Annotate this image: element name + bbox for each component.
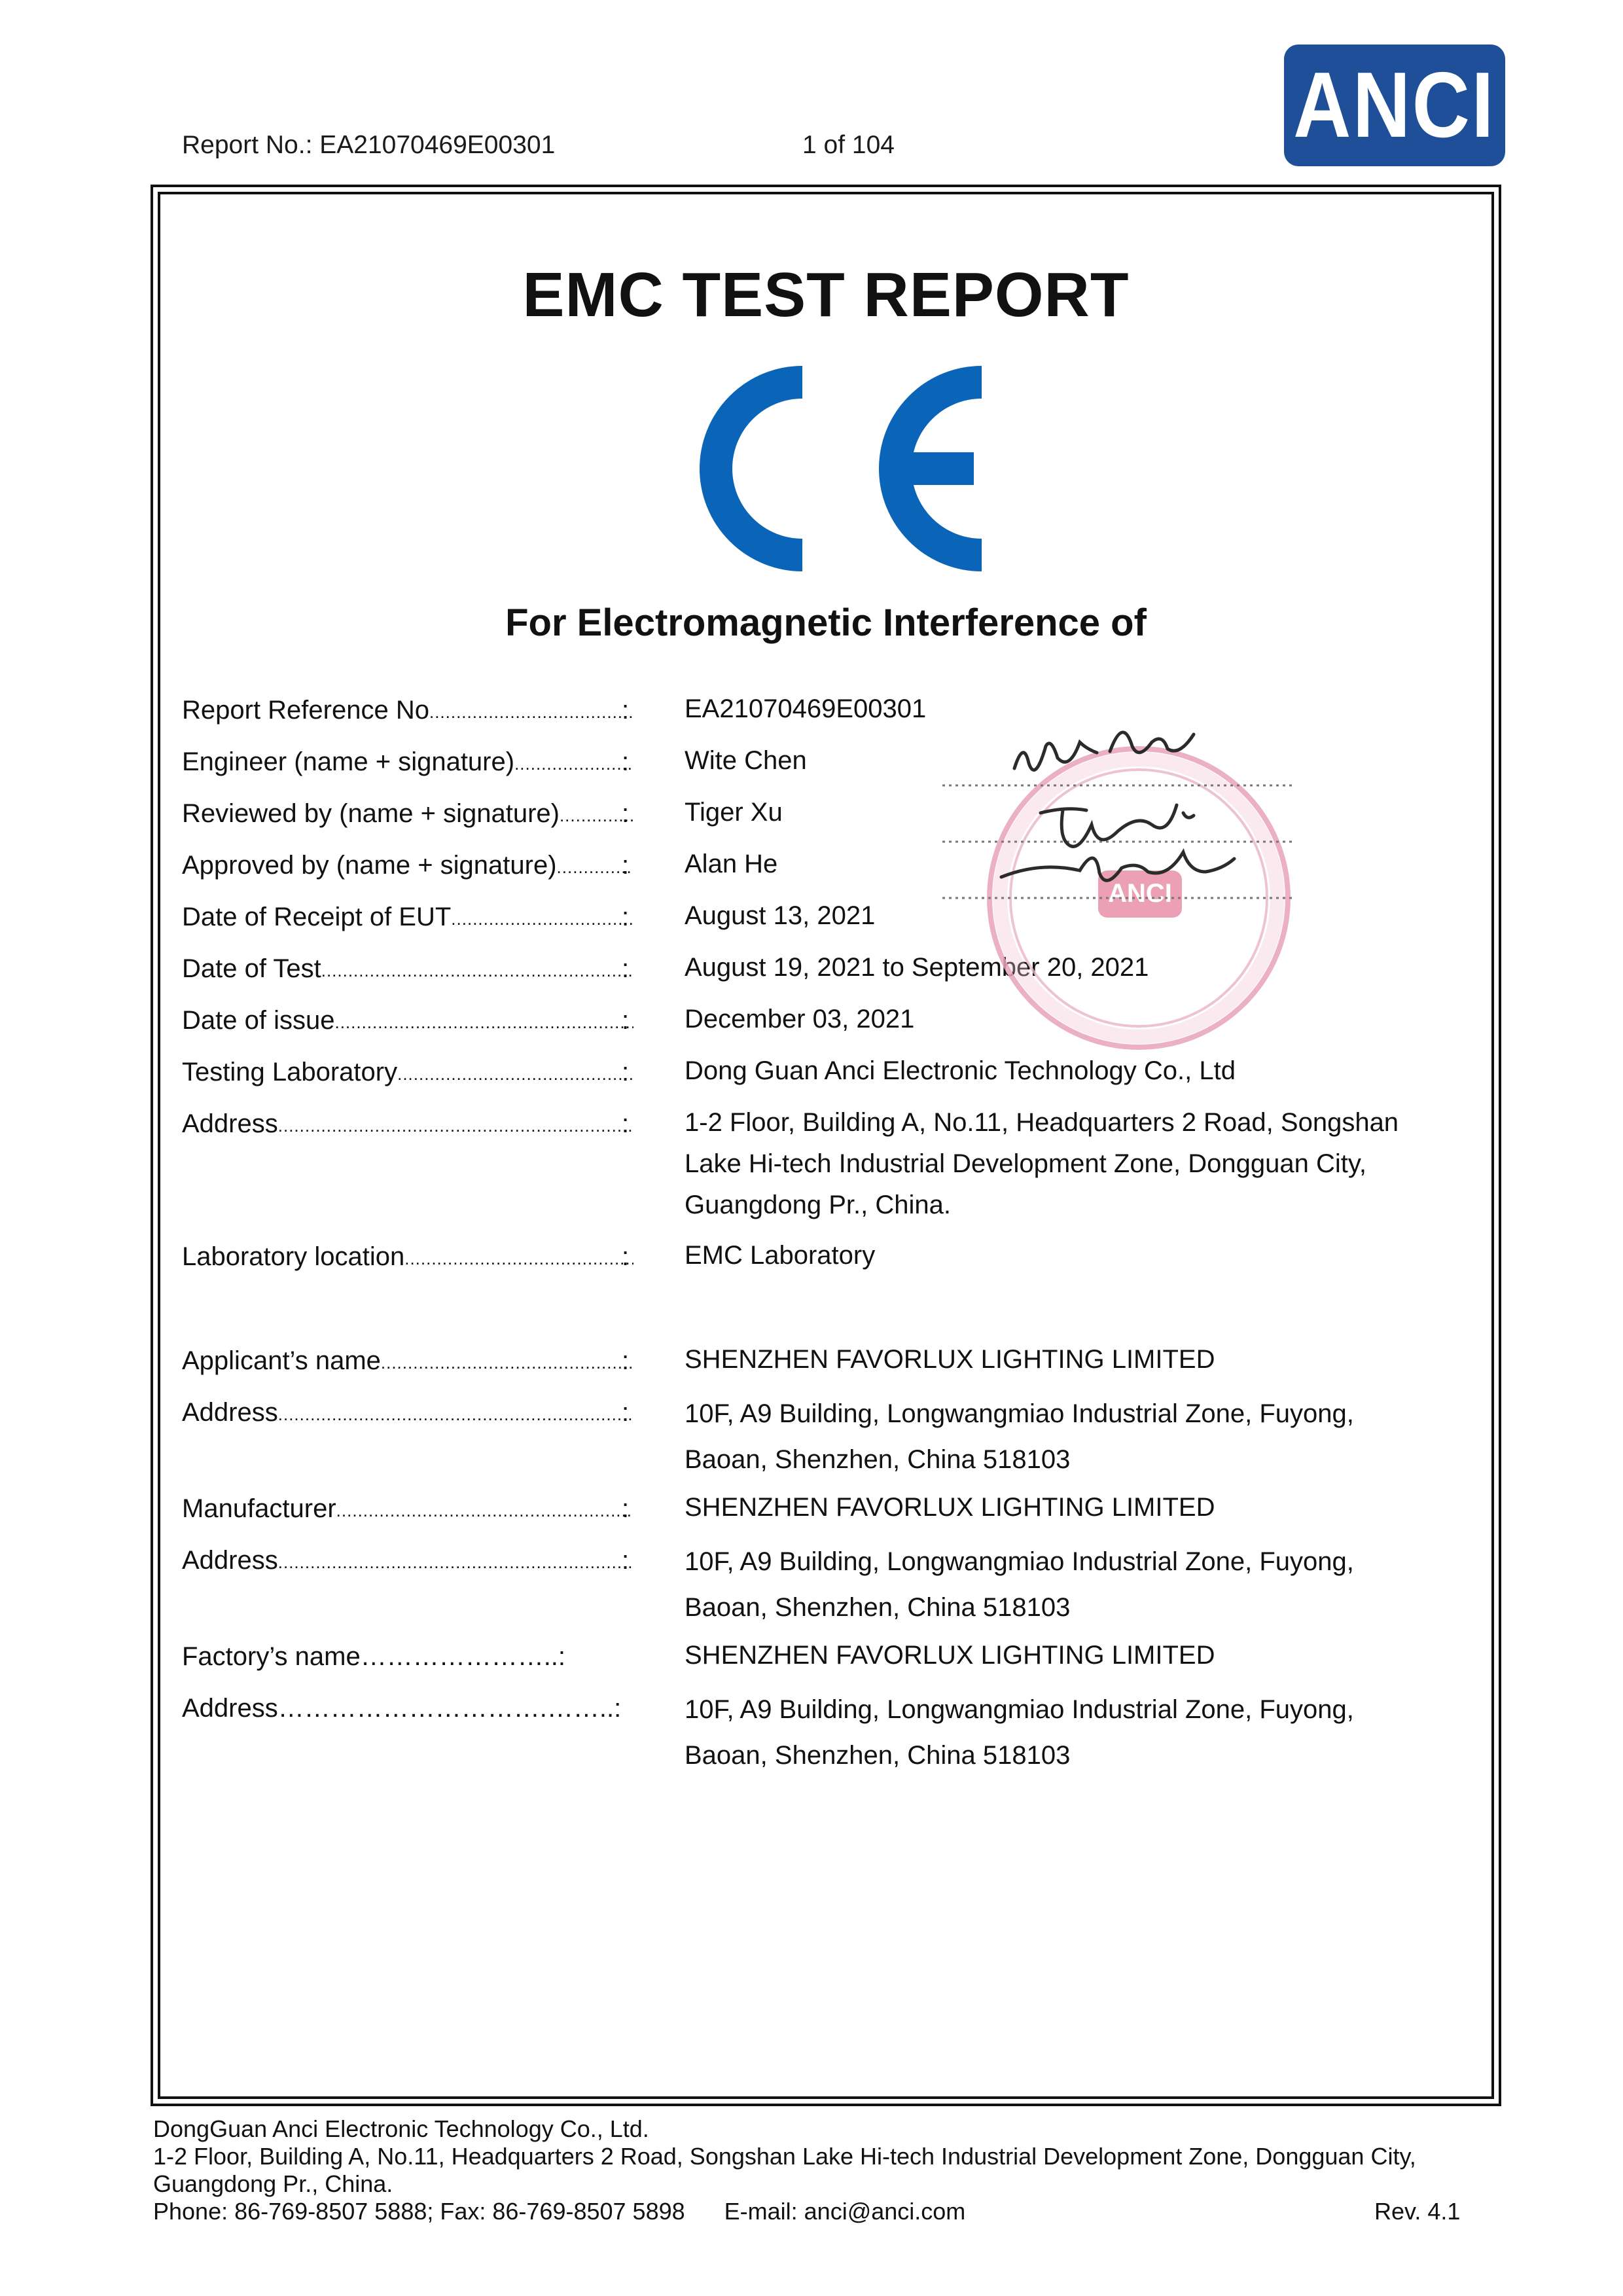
address-line: 10F, A9 Building, Longwangmiao Industrial Zone, Fuyong, [685,1399,1354,1428]
field-colon: : [622,903,630,931]
field-label-engineer: Engineer (name + signature) ..... [182,747,633,777]
footer-contact: Phone: 86-769-8507 5888; Fax: 86-769-8507 5898 E-mail: anci@anci.com [153,2198,966,2225]
page-number: 1 of 104 [802,131,895,159]
footer-address-line1: 1-2 Floor, Building A, No.11, Headquarters 2 Road, Songshan Lake Hi-tech Industrial Development Zone, Dongguan City, [153,2143,1416,2170]
field-colon: : [622,696,630,725]
address-line: Baoan, Shenzhen, China 518103 [685,1445,1071,1474]
field-value-date-of-issue: December 03, 2021 [685,1005,915,1033]
address-line: Lake Hi-tech Industrial Development Zone, Dongguan City, [685,1149,1367,1178]
field-value-manufacturer-address [685,1539,1444,1630]
ce-mark-icon [686,353,993,584]
field-value-lab-address [685,1102,1444,1226]
field-value-factory-address [685,1687,1444,1778]
field-value-date-of-receipt: August 13, 2021 [685,901,876,930]
field-label-date-of-receipt: Date of Receipt of EUT ..... [182,903,633,932]
field-value-laboratory-location: EMC Laboratory [685,1241,876,1270]
field-label-report-reference: Report Reference No ..... [182,696,633,725]
field-value-engineer: Wite Chen [685,746,807,775]
field-colon: : [622,747,630,776]
field-colon: : [622,1346,630,1375]
address-line: 10F, A9 Building, Longwangmiao Industrial Zone, Fuyong, [685,1547,1354,1576]
field-value-date-of-test: August 19, 2021 to September 20, 2021 [685,953,1149,982]
field-colon: : [622,1058,630,1086]
stamp-center-text: ANCI [1108,879,1172,908]
field-label-applicant-address: Address ..... [182,1398,633,1427]
field-value-factory-name: SHENZHEN FAVORLUX LIGHTING LIMITED [685,1641,1215,1670]
field-colon: : [622,954,630,983]
field-label-lab-address: Address ..... [182,1109,633,1139]
field-value-applicant-name: SHENZHEN FAVORLUX LIGHTING LIMITED [685,1345,1215,1374]
logo-text: ANCI [1293,53,1496,157]
field-colon: : [622,1006,630,1035]
field-colon: : [622,1398,630,1427]
field-label-applicant-name: Applicant’s name ..... [182,1346,633,1376]
anci-logo [1284,45,1505,166]
field-label-testing-laboratory: Testing Laboratory ..... [182,1058,633,1087]
address-line: Baoan, Shenzhen, China 518103 [685,1741,1071,1770]
field-value-manufacturer: SHENZHEN FAVORLUX LIGHTING LIMITED [685,1493,1215,1522]
field-colon: : [622,1494,630,1523]
field-colon: : [622,1242,630,1271]
field-label-date-of-test: Date of Test ..... [182,954,633,984]
footer-company: DongGuan Anci Electronic Technology Co., Ltd. [153,2115,649,2142]
footer-address-line2: Guangdong Pr., China. [153,2170,393,2197]
field-value-reviewed-by: Tiger Xu [685,798,783,827]
field-label-factory-address: Address………………………….……..: [182,1694,622,1723]
field-value-approved-by: Alan He [685,850,778,878]
field-value-report-reference: EA21070469E00301 [685,694,927,723]
field-label-manufacturer: Manufacturer ..... [182,1494,633,1524]
certificate-stamp [942,708,1296,1055]
address-line: Guangdong Pr., China. [685,1191,951,1219]
field-label-reviewed-by: Reviewed by (name + signature) ..... [182,799,633,829]
signature-tiger-xu [1041,805,1194,846]
report-title: EMC TEST REPORT [522,260,1130,330]
field-colon: : [622,851,630,880]
field-label-factory-name: Factory’s name…………………..: [182,1642,566,1671]
footer-revision: Rev. 4.1 [1374,2198,1461,2225]
field-label-laboratory-location: Laboratory location ..... [182,1242,633,1272]
field-value-applicant-address [685,1391,1444,1482]
field-label-approved-by: Approved by (name + signature) ..... [182,851,633,880]
field-value-testing-laboratory: Dong Guan Anci Electronic Technology Co., Ltd [685,1056,1236,1085]
report-number: Report No.: EA21070469E00301 [182,131,556,159]
address-line: 1-2 Floor, Building A, No.11, Headquarters 2 Road, Songshan [685,1108,1399,1137]
report-subtitle: For Electromagnetic Interference of [505,601,1147,644]
field-colon: : [622,1109,630,1138]
field-colon: : [622,1546,630,1575]
address-line: 10F, A9 Building, Longwangmiao Industrial Zone, Fuyong, [685,1695,1354,1724]
address-line: Baoan, Shenzhen, China 518103 [685,1593,1071,1622]
field-label-manufacturer-address: Address ..... [182,1546,633,1575]
field-colon: : [622,799,630,828]
field-label-date-of-issue: Date of issue ..... [182,1006,633,1035]
